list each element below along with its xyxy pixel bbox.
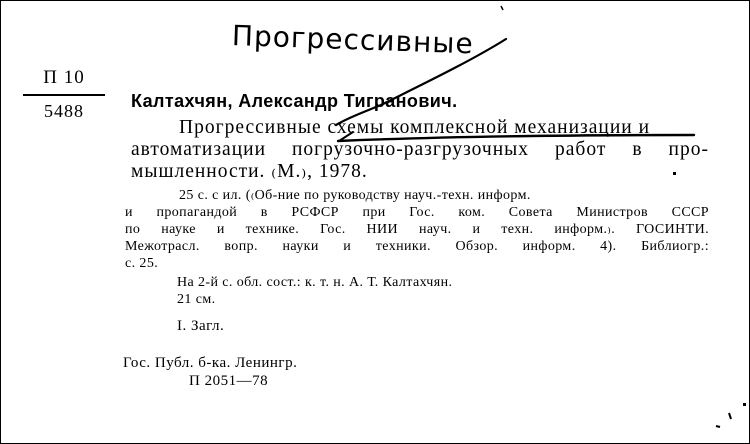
description-line-4: Межотрасл. вопр. науки и техники. Обзор. информ. 4). Библиогр.:: [125, 239, 709, 254]
note-compiler: На 2-й с. обл. сост.: к. т. н. А. Т. Калтахчян.: [177, 275, 453, 290]
shelf-mark: [21, 67, 107, 122]
handwritten-note: Прогрессивные: [231, 19, 475, 61]
title-line-2: автоматизации погрузочно-разгрузочных работ в про-: [131, 139, 709, 160]
shelf-mark-number: 5488: [44, 101, 84, 121]
shelf-mark-class: П 10: [43, 67, 85, 88]
speck: [673, 172, 676, 175]
author-heading: Калтахчян, Александр Тигранович.: [131, 91, 458, 111]
description-line-2: и пропагандой в РСФСР при Гос. ком. Совета Министров СССР: [125, 205, 709, 220]
note-size: 21 см.: [177, 292, 216, 307]
title-line-1: Прогрессивные схемы комплексной механизации и: [179, 117, 651, 138]
tracing-title: I. Загл.: [177, 318, 225, 334]
description-line-3: по науке и технике. Гос. НИИ науч. и техн. информ.₎. ГОСИНТИ.: [125, 222, 709, 237]
card-number: П 2051—78: [189, 373, 269, 389]
library-name: Гос. Публ. б-ка. Ленингр.: [123, 355, 298, 371]
speck: [743, 403, 746, 406]
title-line-3: мышленности. ₍М.₎, 1978.: [131, 161, 368, 182]
shelf-mark-divider: [23, 94, 105, 96]
description-line-5: с. 25.: [125, 256, 159, 271]
description-line-1: 25 с. с ил. (₍Об-ние по руководству науч.-техн. информ.: [179, 188, 531, 203]
